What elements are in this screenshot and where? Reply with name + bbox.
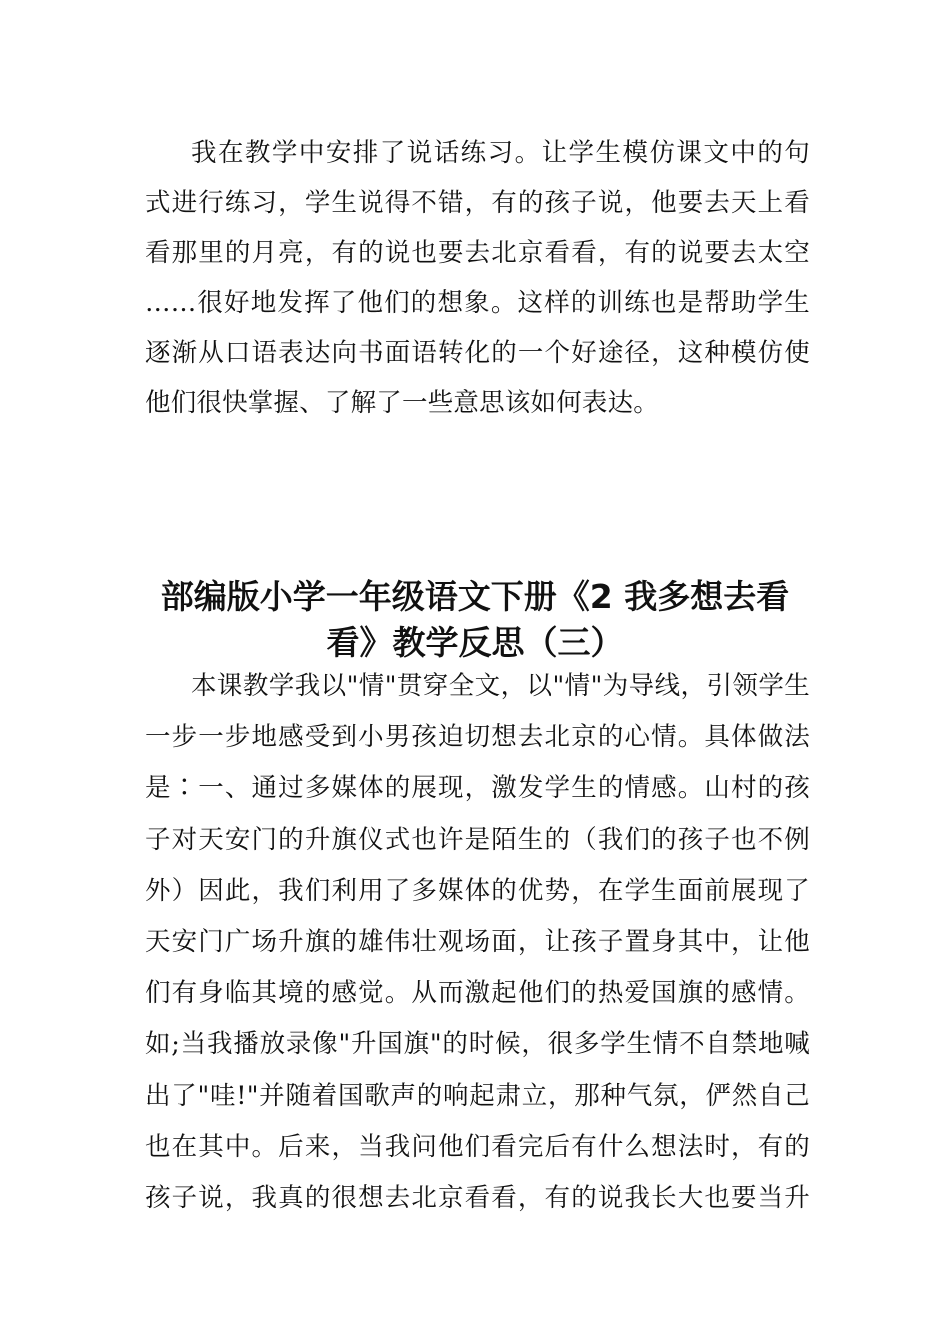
heading-line-1: 部编版小学一年级语文下册《2 我多想去看: [160, 577, 790, 616]
heading-line-2: 看》教学反思（三）: [326, 623, 624, 662]
paragraph-speaking-practice: [145, 128, 810, 428]
text-line: 一步一步地感受到小男孩迫切想去北京的心情。具体做法: [145, 722, 810, 753]
paragraph-teaching-reflection: [145, 661, 810, 1224]
text-line: 外）因此，我们利用了多媒体的优势，在学生面前展现了: [145, 875, 810, 906]
text-line: 如;当我播放录像"升国旗"的时候，很多学生情不自禁地喊: [145, 1029, 810, 1060]
text-line: 孩子说，我真的很想去北京看看，有的说我长大也要当升: [145, 1182, 810, 1213]
text-line: 们有身临其境的感觉。从而激起他们的热爱国旗的感情。: [145, 978, 810, 1009]
text-line: 子对天安门的升旗仪式也许是陌生的（我们的孩子也不例: [145, 824, 810, 855]
text-line: 也在其中。后来，当我问他们看完后有什么想法时，有的: [145, 1131, 810, 1162]
text-line: 是∶一、通过多媒体的展现，激发学生的情感。山村的孩: [145, 773, 810, 804]
text-line: 本课教学我以"情"贯穿全文，以"情"为导线，引领学生: [191, 671, 810, 701]
text-line: 看那里的月亮，有的说也要去北京看看，有的说要去太空: [145, 238, 810, 268]
text-line: 天安门广场升旗的雄伟壮观场面，让孩子置身其中，让他: [145, 926, 810, 957]
text-line: ……很好地发挥了他们的想象。这样的训练也是帮助学生: [145, 288, 810, 318]
text-line: 我在教学中安排了说话练习。让学生模仿课文中的句: [191, 138, 810, 168]
text-line: 逐渐从口语表达向书面语转化的一个好途径，这种模仿使: [145, 338, 810, 368]
text-line: 式进行练习，学生说得不错，有的孩子说，他要去天上看: [145, 188, 810, 218]
text-line: 出了"哇!"并随着国歌声的响起肃立，那种气氛，俨然自己: [145, 1080, 810, 1111]
text-line: 他们很快掌握、了解了一些意思该如何表达。: [145, 388, 660, 418]
section-heading: [120, 574, 830, 666]
